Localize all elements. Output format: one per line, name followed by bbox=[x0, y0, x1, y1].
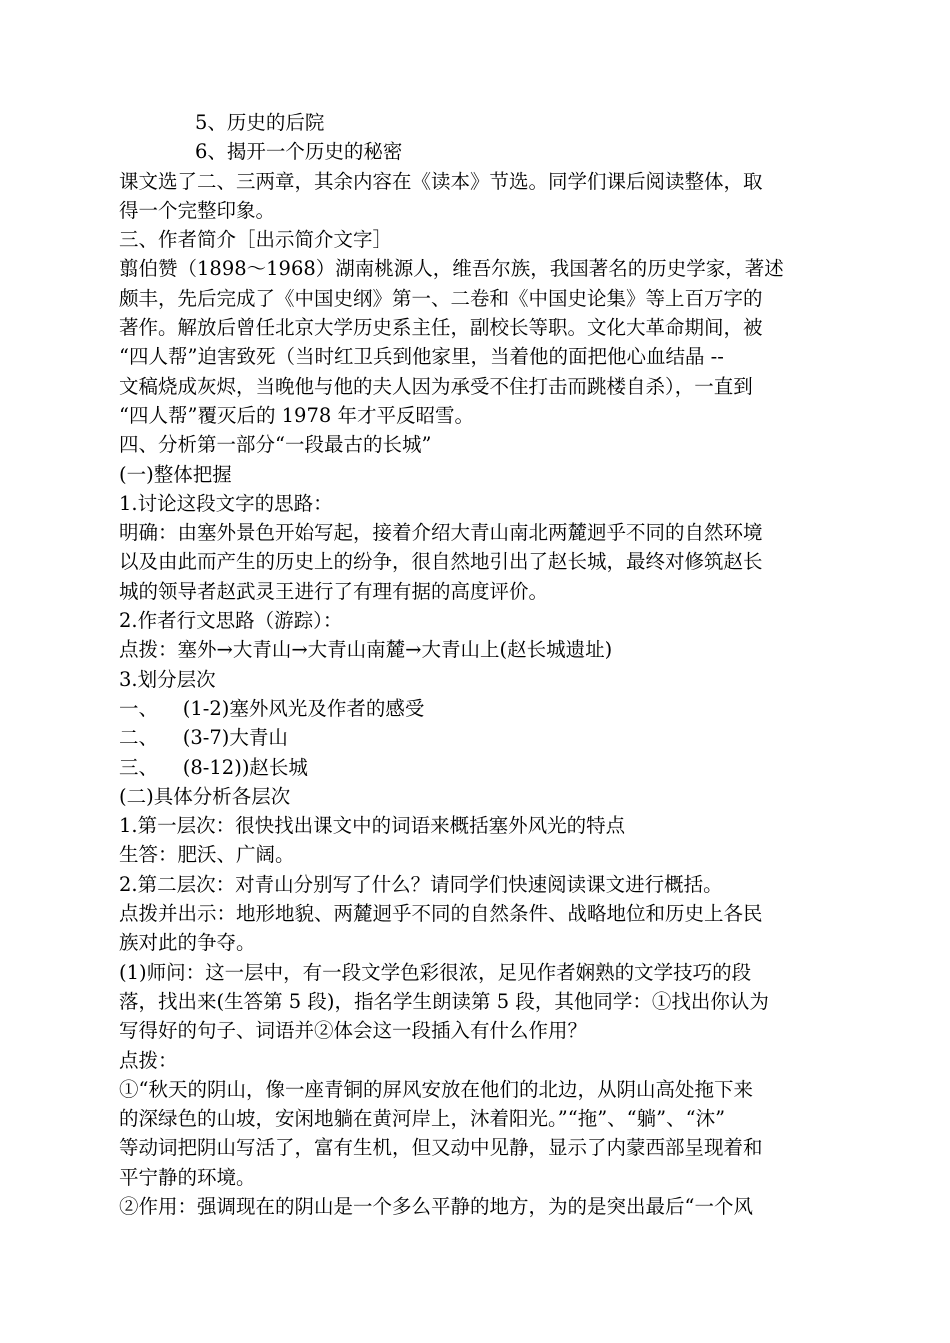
text-line: ①“秋天的阴山，像一座青铜的屏风安放在他们的北边，从阴山高处拖下来 bbox=[119, 1077, 753, 1101]
section-heading: 三、作者简介［出示简介文字］ bbox=[119, 228, 393, 252]
text-line: 课文选了二、三两章，其余内容在《读本》节选。同学们课后阅读整体，取 bbox=[119, 169, 763, 193]
text-line: 点拨并出示：地形地貌、两麓迥乎不同的自然条件、战略地位和历史上各民 bbox=[119, 902, 763, 926]
text-line: 族对此的争夺。 bbox=[119, 931, 256, 955]
text-line: (1)师问：这一层中，有一段文学色彩很浓，足见作者娴熟的文学技巧的段 bbox=[119, 960, 752, 984]
section-heading: 四、分析第一部分“一段最古的长城” bbox=[119, 433, 432, 457]
text-line: 写得好的句子、词语并②体会这一段插入有什么作用？ bbox=[119, 1019, 588, 1043]
text-line: 文稿烧成灰烬，当晚他与他的夫人因为承受不住打击而跳楼自杀），一直到 bbox=[119, 374, 753, 398]
text-line: 1.讨论这段文字的思路： bbox=[119, 491, 333, 515]
text-line: 6、揭开一个历史的秘密 bbox=[195, 140, 403, 164]
text-line: 一、 (1-2)塞外风光及作者的感受 bbox=[119, 696, 425, 720]
text-line: 2.第二层次：对青山分别写了什么？请同学们快速阅读课文进行概括。 bbox=[119, 872, 723, 896]
text-line: 2.作者行文思路（游踪）： bbox=[119, 609, 343, 633]
text-line: 点拨： bbox=[119, 1048, 178, 1072]
text-line: 平宁静的环境。 bbox=[119, 1165, 256, 1189]
text-line: 二、 (3-7)大青山 bbox=[119, 726, 288, 750]
text-line: 颇丰，先后完成了《中国史纲》第一、二卷和《中国史论集》等上百万字的 bbox=[119, 286, 763, 310]
text-line: 点拨：塞外→大青山→大青山南麓→大青山上(赵长城遗址) bbox=[119, 638, 613, 662]
text-line: 生答：肥沃、广阔。 bbox=[119, 843, 295, 867]
text-line: 著作。解放后曾任北京大学历史系主任，副校长等职。文化大革命期间，被 bbox=[119, 316, 763, 340]
text-line: 落，找出来(生答第 5 段)，指名学生朗读第 5 段，其他同学：①找出你认为 bbox=[119, 989, 769, 1013]
text-line: 的深绿色的山坡，安闲地躺在黄河岸上，沐着阳光。”“拖”、“躺”、“沐” bbox=[119, 1107, 726, 1131]
text-line: ②作用：强调现在的阴山是一个多么平静的地方，为的是突出最后“一个风 bbox=[119, 1194, 753, 1218]
text-line: 明确：由塞外景色开始写起，接着介绍大青山南北两麓迥乎不同的自然环境 bbox=[119, 521, 763, 545]
subsection-heading: (二)具体分析各层次 bbox=[119, 784, 291, 808]
document-page bbox=[119, 108, 835, 1221]
text-line: 翦伯赞（1898～1968）湖南桃源人，维吾尔族，我国著名的历史学家，著述 bbox=[119, 257, 784, 281]
text-line: 以及由此而产生的历史上的纷争，很自然地引出了赵长城，最终对修筑赵长 bbox=[119, 550, 763, 574]
text-line: 等动词把阴山写活了，富有生机，但又动中见静，显示了内蒙西部呈现着和 bbox=[119, 1136, 763, 1160]
text-line: 3.划分层次 bbox=[119, 667, 216, 691]
text-line: “四人帮”覆灭后的 1978 年才平反昭雪。 bbox=[119, 403, 474, 427]
subsection-heading: (一)整体把握 bbox=[119, 462, 232, 486]
text-line: 5、历史的后院 bbox=[195, 111, 325, 134]
text-line: 得一个完整印象。 bbox=[119, 198, 276, 222]
text-line: 三、 (8-12))赵长城 bbox=[119, 755, 308, 779]
text-line: 城的领导者赵武灵王进行了有理有据的高度评价。 bbox=[119, 579, 549, 603]
text-line: 1.第一层次：很快找出课文中的词语来概括塞外风光的特点 bbox=[119, 814, 626, 838]
text-line: “四人帮”迫害致死（当时红卫兵到他家里，当着他的面把他心血结晶 -- bbox=[119, 345, 724, 369]
